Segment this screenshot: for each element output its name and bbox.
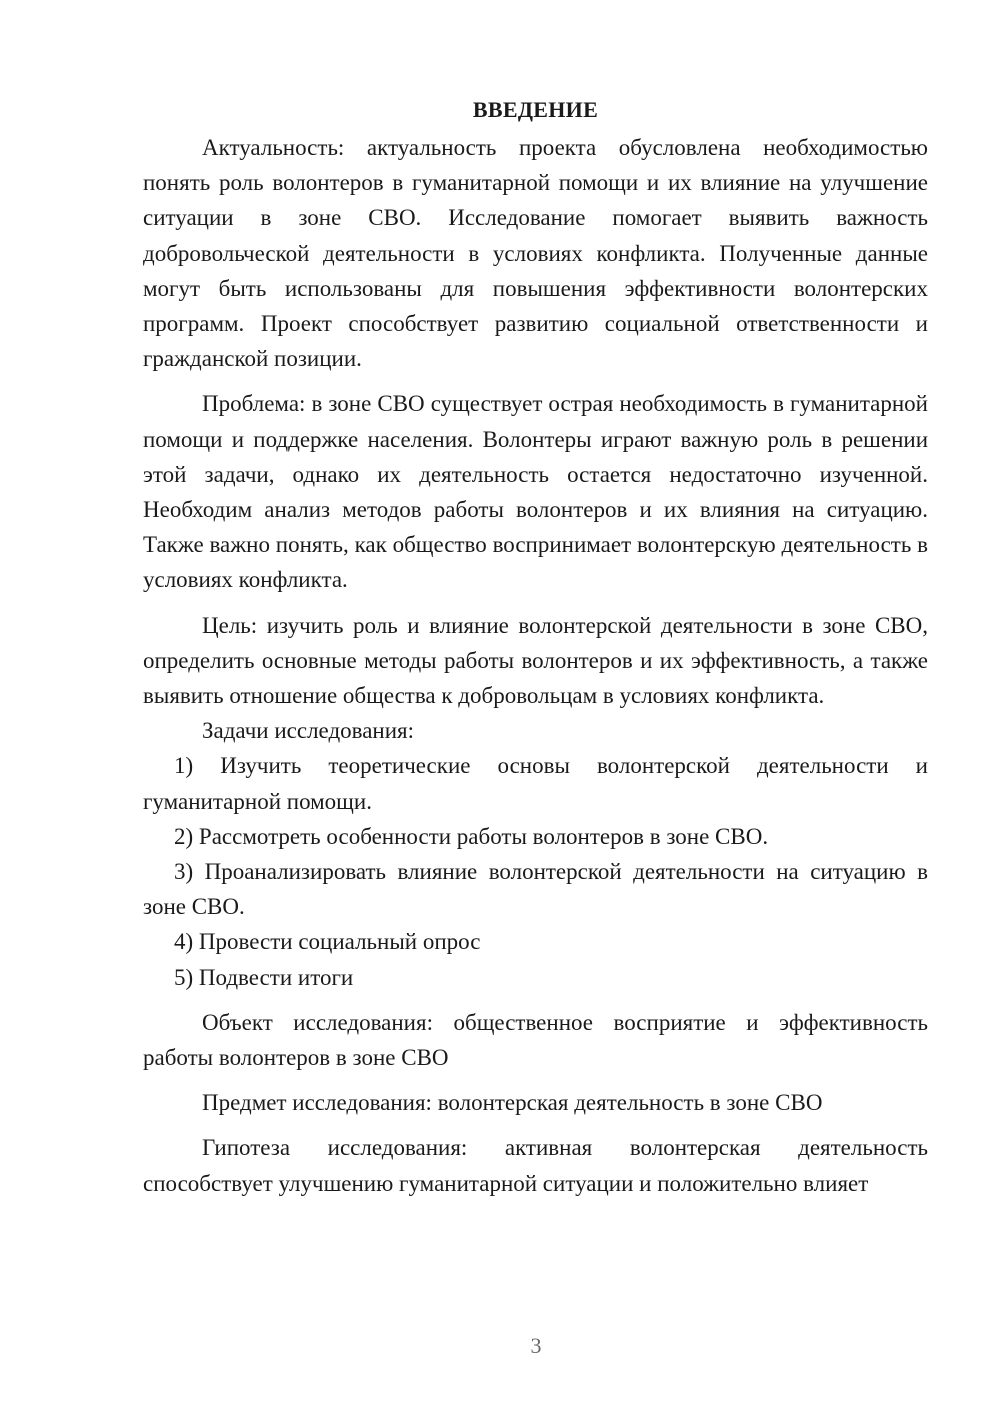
tasks-heading: Задачи исследования: (202, 718, 415, 744)
goal-paragraph: Цель: изучить роль и влияние волонтерской деятельности в зоне СВО, определить основные методы работы волонтеров и их эффективность, а также выявить отношение общества к добровольцам в условиях конфликта. (143, 612, 928, 709)
task-item-1: 1) Изучить теоретические основы волонтерской деятельности и гуманитарной помощи. (143, 753, 928, 814)
task-item-3: 3) Проанализировать влияние волонтерской деятельности на ситуацию в зоне СВО. (143, 859, 928, 920)
task-item-5: 5) Подвести итоги (174, 964, 354, 990)
object-paragraph: Объект исследования: общественное восприятие и эффективность работы волонтеров в зоне СВО (143, 1009, 928, 1071)
page-title: ВВЕДЕНИЕ (472, 97, 599, 122)
relevance-paragraph: Актуальность: актуальность проекта обусловлена необходимостью понять роль волонтеров в гуманитарной помощи и их влияние на улучшение ситуации в зоне СВО. Исследование помогает выявить важность добровольческой деятельности в условиях конфликта. Полученные данные могут быть использованы для повышения эффективности волонтерских программ. Проект способствует развитию социальной ответственности и гражданской позиции. (143, 135, 928, 372)
hypothesis-paragraph: Гипотеза исследования: активная волонтерская деятельность способствует улучшению гуманитарной ситуации и положительно влияет (143, 1135, 928, 1196)
page-content (143, 92, 928, 1201)
subject-paragraph: Предмет исследования: волонтерская деятельность в зоне СВО (202, 1090, 823, 1116)
task-item-2: 2) Рассмотреть особенности работы волонтеров в зоне СВО. (174, 823, 769, 849)
problem-paragraph: Проблема: в зоне СВО существует острая необходимость в гуманитарной помощи и поддержке населения. Волонтеры играют важную роль в решении этой задачи, однако их деятельность остается недостаточно изученной. Необходим анализ методов работы волонтеров и их влияния на ситуацию. Также важно понять, как общество воспринимает волонтерскую деятельность в условиях конфликта. (143, 391, 928, 593)
task-item-4: 4) Провести социальный опрос (174, 929, 481, 955)
page-number: 3 (530, 1333, 542, 1358)
